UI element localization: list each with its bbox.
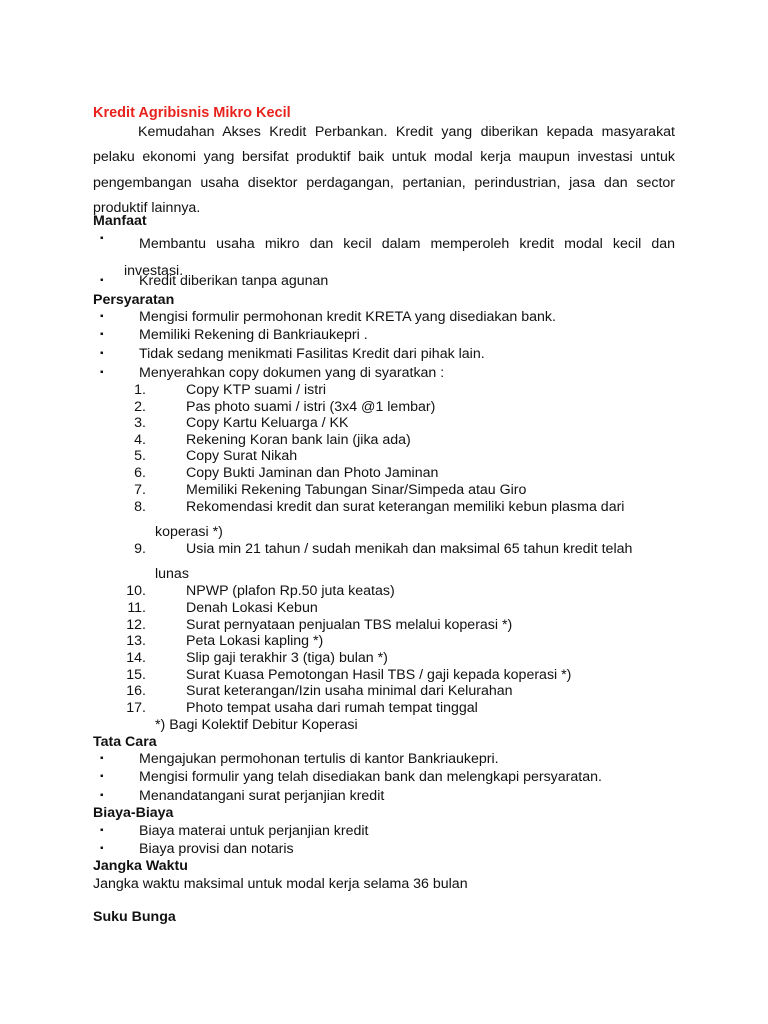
footnote: *) Bagi Kolektif Debitur Koperasi	[155, 717, 358, 733]
bullet-icon: ▪	[100, 367, 104, 378]
biaya-item-text: Biaya materai untuk perjanjian kredit	[139, 823, 369, 839]
persyaratan-item-text: Tidak sedang menikmati Fasilitas Kredit dari pihak lain.	[139, 346, 485, 362]
intro-paragraph	[93, 120, 675, 221]
persyaratan-item-text: Memiliki Rekening di Bankriaukepri .	[139, 327, 368, 343]
heading-persyaratan: Persyaratan	[93, 292, 175, 308]
intro-text: Kemudahan Akses Kredit Perbankan. Kredit yang diberikan kepada masyarakat pelaku ekonomi yang bersifat produktif baik untuk modal kerja maupun investasi untuk pengembangan usaha disektor perdagangan, pertanian, perindustrian, jasa dan sector produktif lainnya.	[93, 124, 675, 216]
heading-biaya: Biaya-Biaya	[93, 805, 174, 821]
document-page: Kredit Agribisnis Mikro Kecil Kemudahan Akses Kredit Perbankan. Kredit yang diberikan kepada masyarakat pelaku ekonomi yang bersifat produktif baik untuk modal kerja maupun investasi untuk pengembangan usaha disektor perdagangan, pertanian, perindustrian, jasa dan sector produktif lainnya. Manfaat ▪ Membantu usaha mikro dan kecil dalam memperoleh kredit modal kecil dan investasi. ▪ Kredit diberikan tanpa agunan Persyaratan ▪ Mengisi formulir permohonan kredit KRETA yang disediakan bank. ▪ Memiliki Rekening di Bankriaukepri . ▪ Tidak sedang menikmati Fasilitas Kredit dari pihak lain. ▪ Menyerahkan copy dokumen yang di syaratkan : 1. Copy KTP suami / istri 2. Pas photo suami / istri (3x4 @1 lembar) 3. Copy Kartu Keluarga / KK 4. Rekening Koran bank lain (jika ada) 5. Copy Surat Nikah 6. Copy Bukti Jaminan dan Photo Jaminan 7. Memiliki Rekening Tabungan Sinar/Simpeda atau Giro 8. Rekomendasi kredit dan surat keterangan memiliki kebun plasma dari koperasi *) 9. Usia min 21 tahun / sudah menikah dan maksimal 65 tahun kredit telah lunas 10. NPWP (plafon Rp.50 juta keatas) 11. Denah Lokasi Kebun 12. Surat pernyataan penjualan TBS melalui koperasi *) 13. Peta Lokasi kapling *) 14. Slip gaji terakhir 3 (tiga) bulan *) 15. Surat Kuasa Pemotongan Hasil TBS / gaji kepada koperasi *) 16. Surat keterangan/Izin usaha minimal dari Kelurahan 17. Photo tempat usaha dari rumah tempat tinggal *) Bagi Kolektif Debitur Koperasi Tata Cara ▪ Mengajukan permohonan tertulis di kantor Bankriaukepri. ▪ Mengisi formulir yang telah disediakan bank dan melengkapi persyaratan. ▪ Menandatangani surat perjanjian kredit Biaya-Biaya ▪ Biaya materai untuk perjanjian kredit ▪ Biaya provisi dan notaris Jangka Waktu Jangka waktu maksimal untuk modal kerja selama 36 bulan Suku Bunga	[93, 105, 675, 925]
document-title: Kredit Agribisnis Mikro Kecil	[93, 105, 291, 121]
bullet-icon: ▪	[100, 233, 104, 244]
biaya-item-text: Biaya provisi dan notaris	[139, 841, 294, 857]
bullet-icon: ▪	[100, 753, 104, 764]
tata-cara-item-text: Mengajukan permohonan tertulis di kantor Bankriaukepri.	[139, 751, 499, 767]
manfaat-item-text: Kredit diberikan tanpa agunan	[139, 273, 329, 289]
bullet-icon: ▪	[100, 275, 104, 286]
persyaratan-item-text: Mengisi formulir permohonan kredit KRETA yang disediakan bank.	[139, 309, 556, 325]
bullet-icon: ▪	[100, 771, 104, 782]
heading-suku-bunga: Suku Bunga	[93, 909, 176, 925]
document-list-item-continuation: koperasi *)	[155, 524, 223, 540]
manfaat-item-text: Membantu usaha mikro dan kecil dalam memperoleh kredit modal kecil dan investasi.	[124, 236, 675, 279]
heading-tata-cara: Tata Cara	[93, 734, 157, 750]
heading-manfaat: Manfaat	[93, 213, 147, 229]
bullet-icon: ▪	[100, 348, 104, 359]
bullet-icon: ▪	[100, 825, 104, 836]
bullet-icon: ▪	[100, 329, 104, 340]
document-list-item-continuation: lunas	[155, 566, 189, 582]
jangka-waktu-text: Jangka waktu maksimal untuk modal kerja selama 36 bulan	[93, 876, 468, 892]
bullet-icon: ▪	[100, 311, 104, 322]
bullet-icon: ▪	[100, 843, 104, 854]
bullet-icon: ▪	[100, 790, 104, 801]
tata-cara-item-text: Mengisi formulir yang telah disediakan bank dan melengkapi persyaratan.	[139, 769, 602, 785]
tata-cara-item-text: Menandatangani surat perjanjian kredit	[139, 788, 385, 804]
persyaratan-item-text: Menyerahkan copy dokumen yang di syaratkan :	[139, 365, 445, 381]
heading-jangka-waktu: Jangka Waktu	[93, 858, 188, 874]
